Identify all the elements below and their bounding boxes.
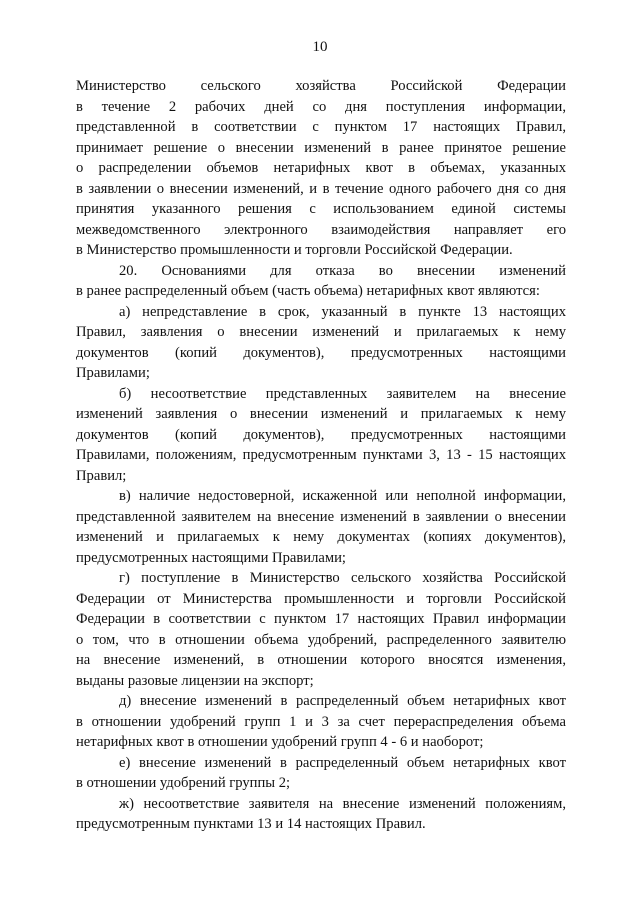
text-line: в) наличие недостоверной, искаженной или неполной информации, xyxy=(119,488,566,504)
paragraph-item-b xyxy=(76,384,566,487)
text-line: в отношении удобрений групп 1 и 3 за счет перераспределения объема xyxy=(76,713,566,730)
text-line: документов (копий документов), предусмотренных настоящими xyxy=(76,344,566,361)
text-line: выданы разовые лицензии на экспорт; xyxy=(76,672,314,689)
text-line: г) поступление в Министерство сельского хозяйства Российской xyxy=(119,570,566,586)
text-line: документов (копий документов), предусмотренных настоящими xyxy=(76,426,566,443)
text-line: в течение 2 рабочих дней со дня поступления информации, xyxy=(76,98,566,115)
paragraph-item-v xyxy=(76,486,566,568)
paragraph-item-d xyxy=(76,691,566,753)
text-line: на внесение изменений, в отношении которого вносятся изменения, xyxy=(76,652,566,668)
text-line: е) внесение изменений в распределенный объем нетарифных квот xyxy=(119,754,566,771)
text-line: д) внесение изменений в распределенный объем нетарифных квот xyxy=(119,693,566,709)
page-number: 10 xyxy=(312,39,328,55)
text-line: принятия указанного решения с использованием единой системы xyxy=(76,201,566,217)
text-line: предусмотренных настоящими Правилами; xyxy=(76,549,346,566)
text-line: а) непредставление в срок, указанный в пункте 13 настоящих xyxy=(119,303,566,320)
text-line: в ранее распределенный объем (часть объема) нетарифных квот являются: xyxy=(76,283,540,299)
text-line: межведомственного электронного взаимодействия направляет его xyxy=(76,221,566,238)
text-line: представленной заявителем на внесение изменений в заявлении о внесении xyxy=(76,508,566,525)
paragraph-item-e xyxy=(76,753,566,794)
text-line: Правилами, положениям, предусмотренным пунктами 3, 13 - 15 настоящих xyxy=(76,447,566,463)
text-line: о том, что в отношении объема удобрений, распределенного заявителю xyxy=(76,631,566,648)
text-line: Министерство сельского хозяйства Российской Федерации xyxy=(76,78,566,94)
paragraph-item-20 xyxy=(76,261,566,302)
paragraph-item-a xyxy=(76,302,566,384)
paragraph-item-g xyxy=(76,568,566,691)
text-line: нетарифных квот в отношении удобрений групп 4 - 6 и наоборот; xyxy=(76,734,484,750)
text-line: изменений заявления о внесении изменений и прилагаемых к нему xyxy=(76,406,566,422)
text-line: Правилами; xyxy=(76,365,150,381)
text-line: предусмотренным пунктами 13 и 14 настоящих Правил. xyxy=(76,816,426,832)
text-line: Правил; xyxy=(76,467,127,484)
paragraph-intro xyxy=(76,76,566,261)
text-line: в отношении удобрений группы 2; xyxy=(76,775,291,791)
document-body xyxy=(76,76,566,835)
text-line: представленной в соответствии с пунктом 17 настоящих Правил, xyxy=(76,119,566,135)
text-line: ж) несоответствие заявителя на внесение изменений положениям, xyxy=(119,795,566,812)
text-line: Федерации от Министерства промышленности и торговли Российской xyxy=(76,590,566,607)
paragraph-item-zh xyxy=(76,794,566,835)
text-line: изменений и прилагаемых к нему документах (копиях документов), xyxy=(76,529,566,545)
text-line: в заявлении о внесении изменений, и в течение одного рабочего дня со дня xyxy=(76,180,566,197)
text-line: б) несоответствие представленных заявителем на внесение xyxy=(119,385,566,402)
text-line: принимает решение о внесении изменений в ранее принятое решение xyxy=(76,139,566,156)
text-line: 20. Основаниями для отказа во внесении изменений xyxy=(119,262,566,279)
text-line: Правил, заявления о внесении изменений и прилагаемых к нему xyxy=(76,324,566,340)
text-line: в Министерство промышленности и торговли Российской Федерации. xyxy=(76,242,513,258)
text-line: о распределении объемов нетарифных квот в объемах, указанных xyxy=(76,160,566,176)
text-line: Федерации в соответствии с пунктом 17 настоящих Правил информации xyxy=(76,611,566,627)
